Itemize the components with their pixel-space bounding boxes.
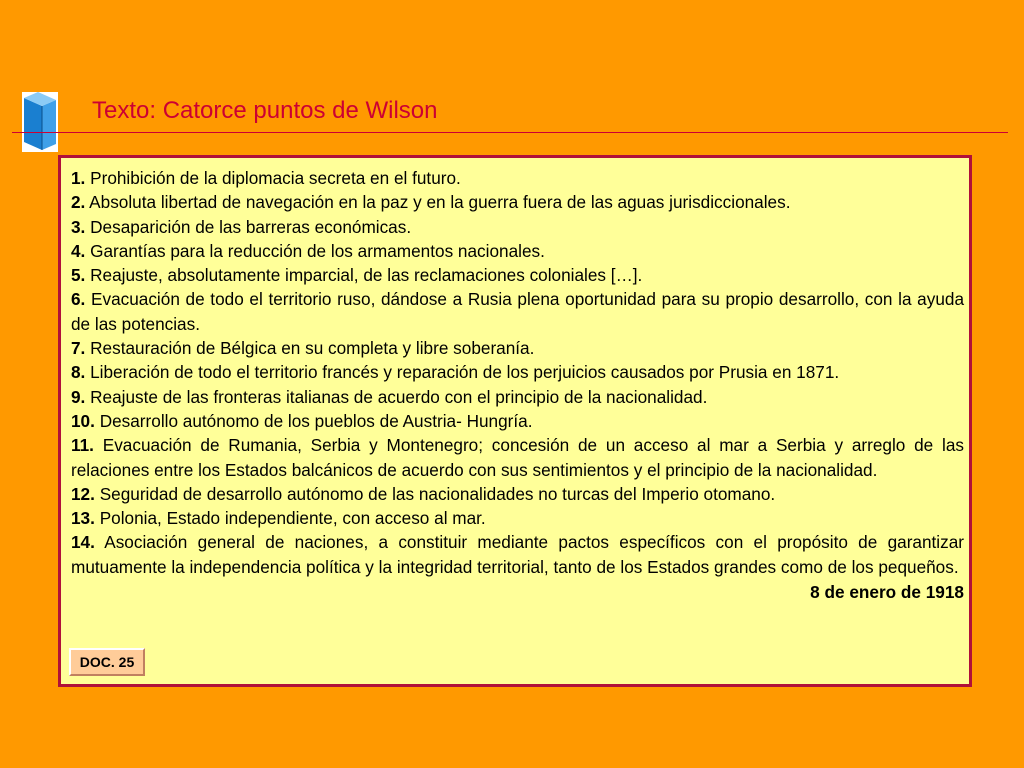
point-item bbox=[71, 215, 964, 239]
point-text: Asociación general de naciones, a constituir mediante pactos específicos con el propósito de garantizar mutuamente la independencia política y la integridad territorial, tanto de los Estados grandes como de los pequeños. bbox=[71, 532, 965, 577]
point-number: 5. bbox=[71, 265, 86, 286]
point-item bbox=[71, 336, 964, 360]
title-divider bbox=[12, 132, 1008, 133]
book-icon bbox=[20, 92, 60, 154]
document-box bbox=[58, 155, 972, 687]
document-date: 8 de enero de 1918 bbox=[810, 582, 964, 603]
point-item bbox=[71, 190, 964, 214]
point-number: 3. bbox=[71, 216, 86, 237]
point-number: 8. bbox=[71, 362, 86, 383]
point-item bbox=[71, 433, 964, 482]
point-text: Prohibición de la diplomacia secreta en el futuro. bbox=[90, 168, 461, 188]
point-item bbox=[71, 239, 964, 263]
point-text: Desarrollo autónomo de los pueblos de Austria- Hungría. bbox=[99, 410, 533, 431]
points-list bbox=[71, 166, 964, 604]
point-item bbox=[71, 287, 964, 336]
point-number: 2. bbox=[71, 192, 86, 213]
point-number: 9. bbox=[71, 386, 86, 407]
point-text: Evacuación de Rumania, Serbia y Montenegro; concesión de un acceso al mar a Serbia y arreglo de las relaciones entre los Estados balcánicos de acuerdo con sus sentimientos y el principio de la nacionalidad. bbox=[71, 435, 964, 480]
point-number: 14. bbox=[71, 532, 95, 553]
point-text: Seguridad de desarrollo autónomo de las nacionalidades no turcas del Imperio otomano. bbox=[99, 483, 776, 504]
point-text: Polonia, Estado independiente, con acceso al mar. bbox=[99, 508, 486, 529]
point-item bbox=[71, 166, 964, 190]
point-text: Restauración de Bélgica en su completa y libre soberanía. bbox=[90, 338, 535, 359]
point-text: Desaparición de las barreras económicas. bbox=[90, 216, 412, 237]
point-text: Liberación de todo el territorio francés y reparación de los perjuicios causados por Prusia en 1871. bbox=[90, 362, 840, 383]
point-number: 7. bbox=[71, 338, 86, 359]
point-text: Garantías para la reducción de los armamentos nacionales. bbox=[90, 240, 545, 261]
point-text: Evacuación de todo el territorio ruso, dándose a Rusia plena oportunidad para su propio desarrollo, con la ayuda de las potencias. bbox=[71, 289, 965, 334]
point-item bbox=[71, 409, 964, 433]
point-item bbox=[71, 530, 964, 579]
point-item bbox=[71, 263, 964, 287]
point-number: 13. bbox=[71, 508, 95, 529]
doc-number-badge: DOC. 25 bbox=[69, 648, 145, 676]
point-number: 6. bbox=[71, 289, 86, 310]
point-item bbox=[71, 360, 964, 384]
point-number: 12. bbox=[71, 483, 95, 504]
point-number: 10. bbox=[71, 410, 95, 431]
point-number: 11. bbox=[71, 435, 94, 456]
point-number: 4. bbox=[71, 240, 86, 261]
point-item bbox=[71, 482, 964, 506]
point-text: Absoluta libertad de navegación en la paz y en la guerra fuera de las aguas jurisdiccionales. bbox=[89, 192, 791, 213]
page-title: Texto: Catorce puntos de Wilson bbox=[92, 97, 438, 124]
point-text: Reajuste, absolutamente imparcial, de las reclamaciones coloniales […]. bbox=[90, 265, 643, 286]
point-item bbox=[71, 385, 964, 409]
point-text: Reajuste de las fronteras italianas de acuerdo con el principio de la nacionalidad. bbox=[90, 386, 708, 407]
point-item bbox=[71, 506, 964, 530]
point-number: 1. bbox=[71, 168, 86, 188]
